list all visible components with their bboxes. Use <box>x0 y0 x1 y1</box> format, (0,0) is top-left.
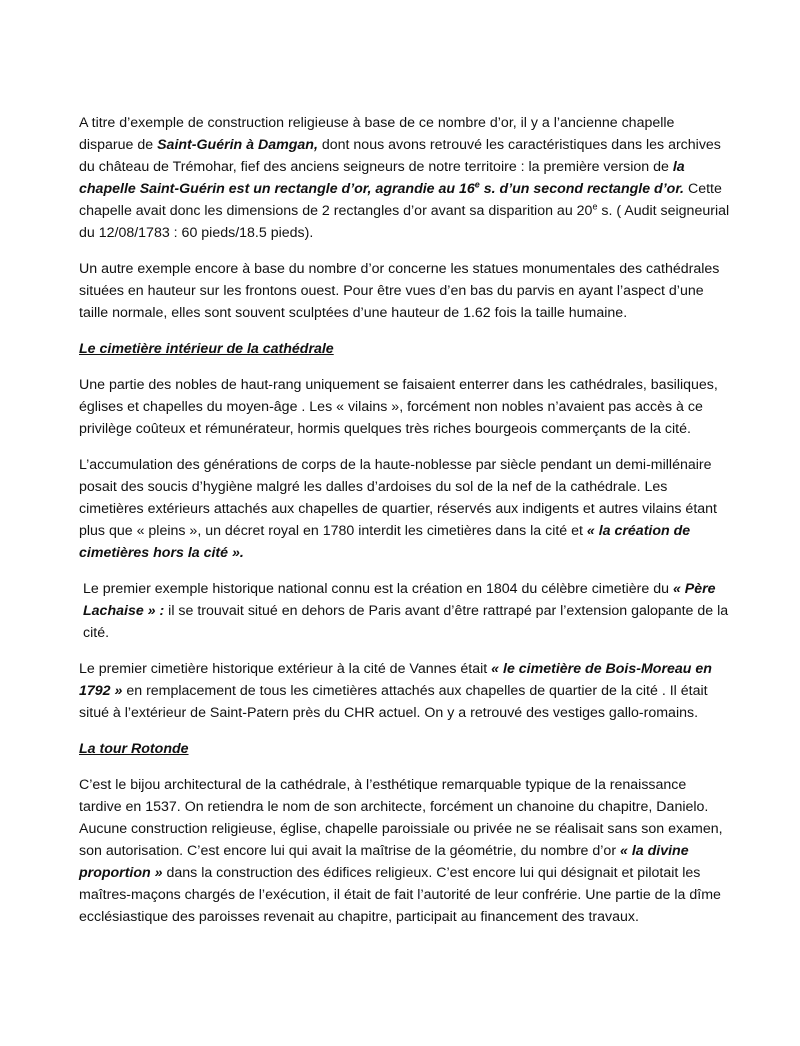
paragraph-pere-lachaise: Le premier exemple historique national connu est la création en 1804 du célèbre cimetière du « Père Lachaise » : il se trouvait situé en dehors de Paris avant d’être rattrapé par l’extension galopante de la cité. <box>83 581 729 641</box>
emphasis-rectangle-or: la chapelle Saint-Guérin est un rectangle d’or, agrandie au 16e s. d’un second rectangle d’or. <box>79 159 685 197</box>
emphasis-divine-proportion: « la divine proportion » <box>79 843 689 881</box>
paragraph-accumulation: L’accumulation des générations de corps de la haute-noblesse par siècle pendant un demi-millénaire posait des soucis d’hygiène malgré les dalles d’ardoises du sol de la nef de la cathédrale. Les cimetières extérieurs attachés aux chapelles de quartier, réservés aux indigents et autres vilains étant plus que « pleins », un décret royal en 1780 interdit les cimetières dans la cité et « la création de cimetières hors la cité ». <box>79 457 717 561</box>
heading-tour-rotonde: La tour Rotonde <box>79 741 189 757</box>
paragraph-statues: Un autre exemple encore à base du nombre d’or concerne les statues monumentales des cathédrales situées en hauteur sur les frontons ouest. Pour être vues d’en bas du parvis en ayant l’aspect d’une taille normale, elles sont souvent sculptées d’une hauteur de 1.62 fois la taille humaine. <box>79 261 720 321</box>
emphasis-bois-moreau: « le cimetière de Bois-Moreau en 1792 » <box>79 661 712 699</box>
emphasis-creation-cimetieres: « la création de cimetières hors la cité ». <box>79 523 691 561</box>
paragraph-chapelle-saint-guerin: A titre d’exemple de construction religieuse à base de ce nombre d’or, il y a l’ancienne chapelle disparue de Saint-Guérin à Damgan, dont nous avons retrouvé les caractéristiques dans les archives du château de Trémohar, fief des anciens seigneurs de notre territoire : la première version de la chapelle Saint-Guérin est un rectangle d’or, agrandie au 16e s. d’un second rectangle d’or. Cette chapelle avait donc les dimensions de 2 rectangles d’or avant sa disparition au 20e s. ( Audit seigneurial du 12/08/1783 : 60 pieds/18.5 pieds). <box>79 115 730 241</box>
heading-cimetiere-interieur: Le cimetière intérieur de la cathédrale <box>79 341 334 357</box>
paragraph-nobles: Une partie des nobles de haut-rang uniquement se faisaient enterrer dans les cathédrales, basiliques, églises et chapelles du moyen-âge . Les « vilains », forcément non nobles n’avaient pas accès à ce privilège coûteux et rémunérateur, hormis quelques très riches bourgeois commerçants de la cité. <box>79 377 718 437</box>
emphasis-saint-guerin: Saint-Guérin à Damgan, <box>157 137 318 153</box>
paragraph-bois-moreau: Le premier cimetière historique extérieur à la cité de Vannes était « le cimetière de Bois-Moreau en 1792 » en remplacement de tous les cimetières attachés aux chapelles de quartier de la cité . Il était situé à l’extérieur de Saint-Patern près du CHR actuel. On y a retrouvé des vestiges gallo-romains. <box>79 661 712 721</box>
paragraph-tour-rotonde: C’est le bijou architectural de la cathédrale, à l’esthétique remarquable typique de la renaissance tardive en 1537. On retiendra le nom de son architecte, forcément un chanoine du chapitre, Danielo. Aucune construction religieuse, église, chapelle paroissiale ou privée ne se réalisait sans son examen, son autorisation. C’est encore lui qui avait la maîtrise de la géométrie, du nombre d’or « la divine proportion » dans la construction des édifices religieux. C’est encore lui qui désignait et pilotait les maîtres-maçons chargés de l’exécution, il était de fait l’autorité de leur confrérie. Une partie de la dîme ecclésiastique des paroisses revenait au chapitre, participait au financement des travaux. <box>79 777 723 925</box>
emphasis-pere-lachaise: « Père Lachaise » : <box>83 581 716 619</box>
